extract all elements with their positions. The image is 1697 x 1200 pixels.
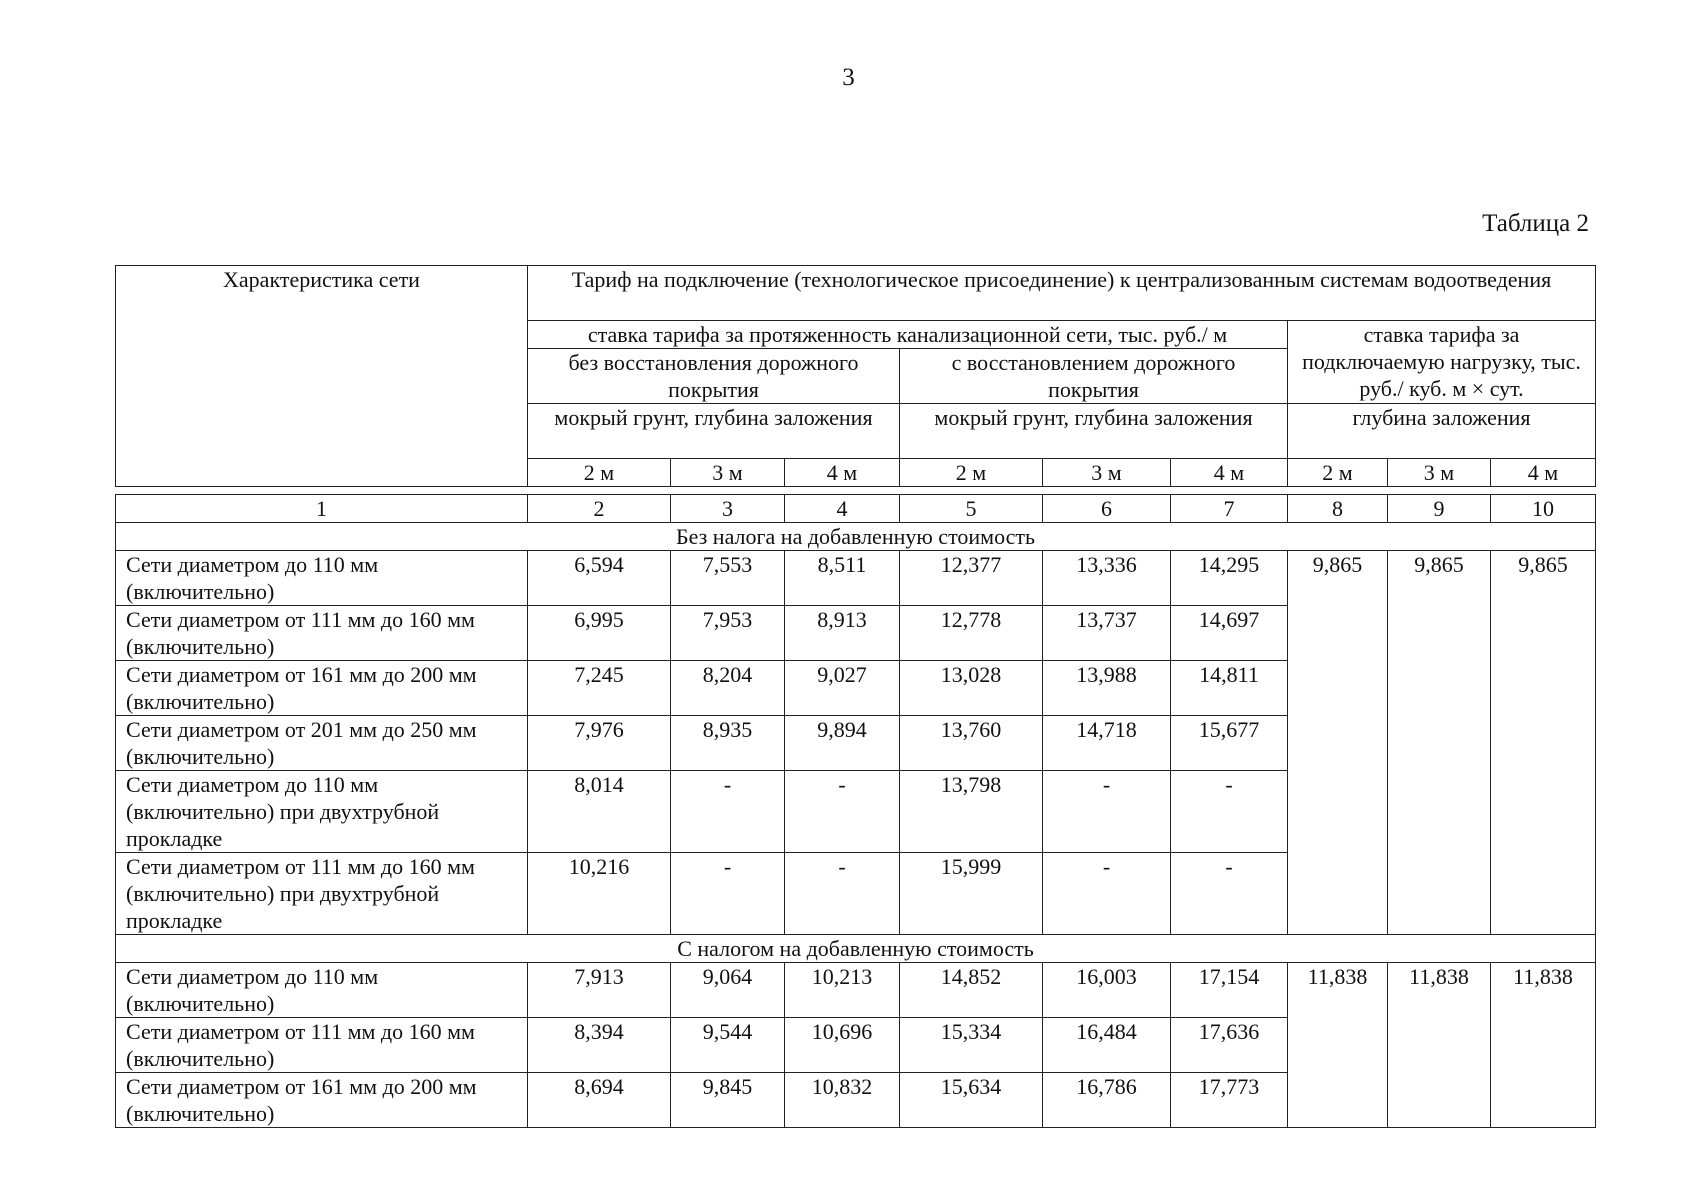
header-tariff-title: Тариф на подключение (технологическое присоединение) к централизованным системам водоотведения [528,266,1596,321]
tariff-value: 9,064 [671,963,785,1018]
tariff-value: 17,636 [1171,1018,1288,1073]
tariff-value: 14,852 [900,963,1043,1018]
tariff-value: - [671,853,785,935]
tariff-value: 13,737 [1043,606,1171,661]
tariff-value: 7,553 [671,551,785,606]
tariff-value: 8,694 [528,1073,671,1128]
header-depth-cell: 2 м [900,459,1043,487]
column-index: 9 [1388,495,1491,523]
tariff-value: 9,894 [785,716,900,771]
header-laying-depth: глубина заложения [1288,404,1596,459]
header-depth-cell: 4 м [1491,459,1596,487]
header-depth-cell: 2 м [1288,459,1388,487]
column-index: 8 [1288,495,1388,523]
network-name: Сети диаметром до 110 мм (включительно) [116,551,528,606]
column-index: 4 [785,495,900,523]
network-name: Сети диаметром от 161 мм до 200 мм (включительно) [116,661,528,716]
tariff-value: 13,760 [900,716,1043,771]
column-index: 5 [900,495,1043,523]
header-with-restoration: с восстановлением дорожного покрытия [900,349,1288,404]
section-title: Без налога на добавленную стоимость [116,523,1596,551]
tariff-value: 10,696 [785,1018,900,1073]
table-row [116,551,1596,606]
tariff-value: 14,718 [1043,716,1171,771]
load-rate-value: 9,865 [1491,551,1596,935]
tariff-value: 15,677 [1171,716,1288,771]
tariff-value: - [785,771,900,853]
header-depth-cell: 3 м [1388,459,1491,487]
network-name: Сети диаметром от 111 мм до 160 мм (включительно) [116,606,528,661]
tariff-table [115,494,1596,1128]
table-label: Таблица 2 [1482,210,1589,237]
tariff-value: 14,295 [1171,551,1288,606]
section-title: С налогом на добавленную стоимость [116,935,1596,963]
tariff-value: 7,913 [528,963,671,1018]
tariff-value: 7,976 [528,716,671,771]
column-index: 2 [528,495,671,523]
network-name: Сети диаметром до 110 мм (включительно) при двухтрубной прокладке [116,771,528,853]
network-name: Сети диаметром от 201 мм до 250 мм (включительно) [116,716,528,771]
header-without-restoration: без восстановления дорожного покрытия [528,349,900,404]
network-name: Сети диаметром от 111 мм до 160 мм (включительно) [116,1018,528,1073]
header-depth-cell: 3 м [671,459,785,487]
load-rate-value: 11,838 [1288,963,1388,1128]
tariff-value: 8,014 [528,771,671,853]
load-rate-value: 9,865 [1288,551,1388,935]
tariff-value: 15,334 [900,1018,1043,1073]
tariff-value: 8,913 [785,606,900,661]
tariff-value: 9,544 [671,1018,785,1073]
tariff-value: 8,394 [528,1018,671,1073]
tariff-value: - [1043,771,1171,853]
tariff-value: 10,213 [785,963,900,1018]
tariff-value: 13,028 [900,661,1043,716]
tariff-value: 16,003 [1043,963,1171,1018]
tariff-value: 17,773 [1171,1073,1288,1128]
network-name: Сети диаметром от 161 мм до 200 мм (включительно) [116,1073,528,1128]
tariff-value: 12,778 [900,606,1043,661]
column-index: 10 [1491,495,1596,523]
tariff-value: 13,336 [1043,551,1171,606]
tariff-value: 10,216 [528,853,671,935]
header-wet-soil-depth: мокрый грунт, глубина заложения [528,404,900,459]
header-wet-soil-depth: мокрый грунт, глубина заложения [900,404,1288,459]
column-index: 3 [671,495,785,523]
tariff-value: - [671,771,785,853]
tariff-value: 16,484 [1043,1018,1171,1073]
header-depth-cell: 2 м [528,459,671,487]
header-load-rate: ставка тарифа за подключаемую нагрузку, тыс. руб./ куб. м × сут. [1288,321,1596,404]
tariff-value: 16,786 [1043,1073,1171,1128]
tariff-value: 14,697 [1171,606,1288,661]
load-rate-value: 11,838 [1491,963,1596,1128]
tariff-value: 14,811 [1171,661,1288,716]
load-rate-value: 11,838 [1388,963,1491,1128]
page-number: 3 [842,64,855,91]
tariff-value: 9,845 [671,1073,785,1128]
column-index: 6 [1043,495,1171,523]
column-index-row [116,495,1596,523]
tariff-value: 9,027 [785,661,900,716]
tariff-value: - [1043,853,1171,935]
tariff-value: 10,832 [785,1073,900,1128]
network-name: Сети диаметром до 110 мм (включительно) [116,963,528,1018]
load-rate-value: 9,865 [1388,551,1491,935]
header-length-rate: ставка тарифа за протяженность канализационной сети, тыс. руб./ м [528,321,1288,349]
header-depth-cell: 4 м [785,459,900,487]
tariff-value: 8,511 [785,551,900,606]
tariff-value: 15,999 [900,853,1043,935]
column-index: 7 [1171,495,1288,523]
tariff-value: 6,995 [528,606,671,661]
header-depth-cell: 3 м [1043,459,1171,487]
tariff-value: 13,988 [1043,661,1171,716]
tariff-value: 7,953 [671,606,785,661]
tariff-value: - [1171,771,1288,853]
tariff-value: 12,377 [900,551,1043,606]
column-index: 1 [116,495,528,523]
tariff-value: 8,204 [671,661,785,716]
tariff-value: - [1171,853,1288,935]
header-depth-cell: 4 м [1171,459,1288,487]
tariff-value: 15,634 [900,1073,1043,1128]
tariff-value: 13,798 [900,771,1043,853]
table-row [116,963,1596,1018]
tariff-value: 7,245 [528,661,671,716]
table-header [115,265,1596,487]
tariff-value: 6,594 [528,551,671,606]
network-name: Сети диаметром от 111 мм до 160 мм (включительно) при двухтрубной прокладке [116,853,528,935]
tariff-value: 8,935 [671,716,785,771]
header-network-characteristic: Характеристика сети [116,266,528,487]
tariff-value: - [785,853,900,935]
tariff-value: 17,154 [1171,963,1288,1018]
